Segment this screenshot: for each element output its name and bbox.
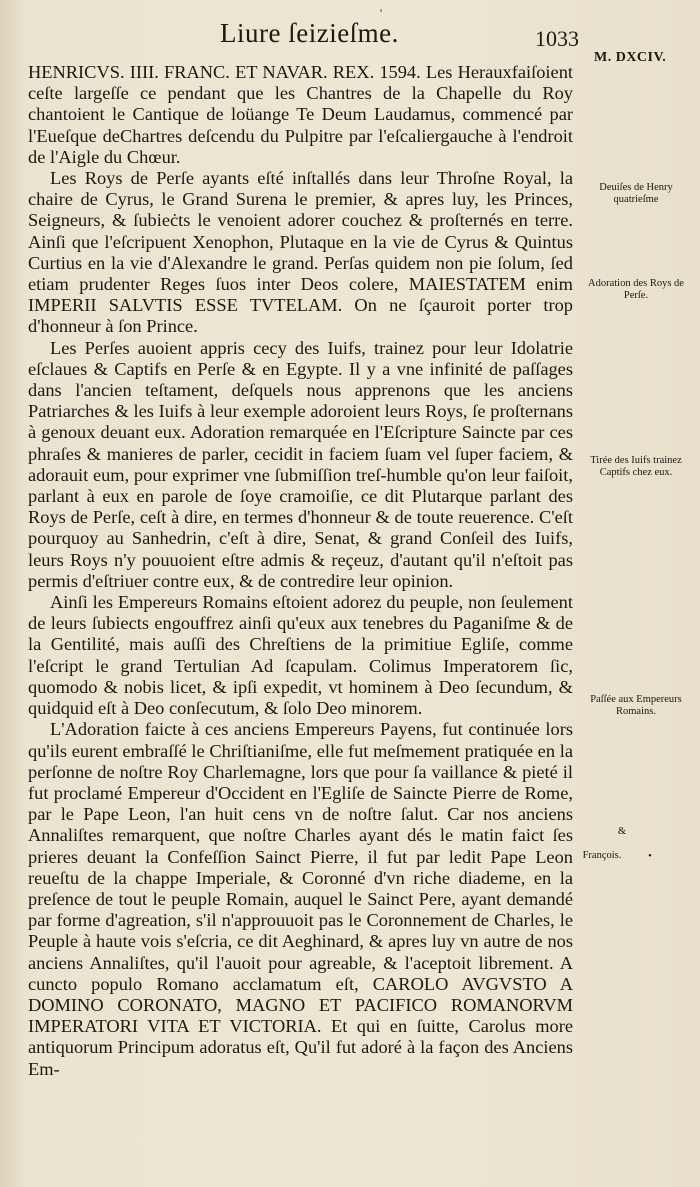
margin-note: Adoration des Roys de Perſe.: [588, 278, 684, 301]
running-head: [150, 18, 579, 52]
page-number: 1033: [535, 26, 579, 51]
paragraph: Les Roys de Perſe ayants eſté inſtallés dans leur Throſne Royal, la chaire de Cyrus, le Grand Surena le premier, & apres luy, les Princes, Seigneurs, & ſubieċts le venoient adorer couchez & proſternés en terre. Ainſi que l'eſcripuent Xenophon, Plutaque en la vie de Cyrus & Quintus Curtius en la vie d'Alexandre le grand. Perſas quidem non pie ſolum, ſed etiam prudenter Reges ſuos inter Deos colere, MAIESTATEM enim IMPERII SALVTIS ESSE TVTELAM. On ne ſçauroit porter trop d'honneur à ſon Prince.: [28, 168, 573, 337]
margin-note: Deuiſes de Henry quatrieſme: [599, 182, 673, 205]
margin-note: &: [617, 826, 627, 837]
paragraph: Ainſi les Empereurs Romains eſtoient adorez du peuple, non ſeulement de leurs ſubiects engouffrez ainſi qu'eux aux tenebres du Paganiſme & de la Gentilité, mais auſſi des Chreſtiens de la primitiue Egliſe, comme l'eſcript le grand Tertulian Ad ſcapulam. Colimus Imperatorem ſic, quomodo & nobis licet, & ipſi expedit, vt hominem à Deo ſecundum, & quidquid eſt à Deo conſecutum, & ſolo Deo minorem.: [28, 592, 573, 719]
body-text: [28, 62, 573, 1080]
margin-note: •: [648, 851, 652, 862]
margin-note: Tirée des Iuifs trainez Captifs chez eux.: [590, 455, 682, 478]
margin-note: François.: [582, 850, 622, 861]
page-tick-mark: ': [380, 6, 383, 20]
margin-note: Paſſée aux Empereurs Romains.: [590, 694, 682, 717]
running-title: Liure ſeizieſme.: [220, 18, 399, 48]
year-marginal: M. DXCIV.: [594, 50, 667, 65]
paragraph: HENRICVS. IIII. FRANC. ET NAVAR. REX. 1594. Les Herauxfaiſoient ceſte largeſſe ce pendant que les Chantres de la Chapelle du Roy chantoient le Cantique de loüange Te Deum Laudamus, commencé par l'Eueſque deChartres deſcendu du Pulpitre par l'eſcaliergauche à l'endroit de l'Aigle du Chœur.: [28, 62, 573, 167]
paragraph: L'Adoration faicte à ces anciens Empereurs Payens, fut continuée lors qu'ils eurent embraſſé le Chriſtianiſme, elle fut meſmement pratiquée en la perſonne de noſtre Roy Charlemagne, lors que pour ſa vaillance & pieté il fut proclamé Empereur d'Occident en l'Egliſe de Saincte Pierre de Rome, par le Pape Leon, l'an huit cens vn de noſtre ſalut. Car nos anciens Annaliſtes remarquent, que noſtre Charles ayant dés le matin faict ſes prieres deuant la Confeſſion Sainct Pierre, il fut par ledit Pape Leon reueſtu de la chappe Imperiale, & Coronné d'vn riche diademe, en la preſence de tout le peuple Romain, auquel le Sainct Pere, ayant demandé par forme d'agreation, s'il n'approuuoit pas le Coronnement de Charles, le Peuple à haute vois s'eſcria, ce dit Aeghinard, & apres luy vn autre de nos anciens Annaliſtes, qu'il l'auoit pour agreable, & l'aceptoit librement. A cuncto populo Romano acclamatum eſt, CAROLO AVGVSTO A DOMINO CORONATO, MAGNO ET PACIFICO ROMANORVM IMPERATORI VITA ET VICTORIA. Et qui en ſuitte, Carolus more antiquorum Principum adoratus eſt, Qu'il fut adoré à la façon des Anciens Em-: [28, 719, 573, 1079]
paragraph: Les Perſes auoient appris cecy des Iuifs, trainez pour leur Idolatrie eſclaues & Captifs en Perſe & en Egypte. Il y a vne infinité de paſſages dans l'ancien teſtament, deſquels nous apprenons que les anciens Patriarches & les Iuifs à leur exemple adoroient leurs Roys, ſe proſternans à genoux deuant eux. Adoration remarquée en l'Eſcripture Saincte par ces phraſes & manieres de parler, cecidit in faciem ſuam vel ſuper faciem, & adorauit eum, pour exprimer vne ſubmiſſion treſ-humble qu'on leur faiſoit, parlant à eux en parole de ſoye cramoiſie, ce dit Plutarque parlant des Roys de Perſe, ceſt à dire, en termes d'honneur & de toute reuerence. C'eſt pourquoy au Sanhedrin, c'eſt à dire, Senat, & grand Conſeil des Iuifs, leurs Roys n'y pouuoient eſtre admis & reçeuz, d'autant qu'il n'eſtoit pas permis d'eſtriuer contre eux, & de contredire leur opinion.: [28, 337, 573, 591]
